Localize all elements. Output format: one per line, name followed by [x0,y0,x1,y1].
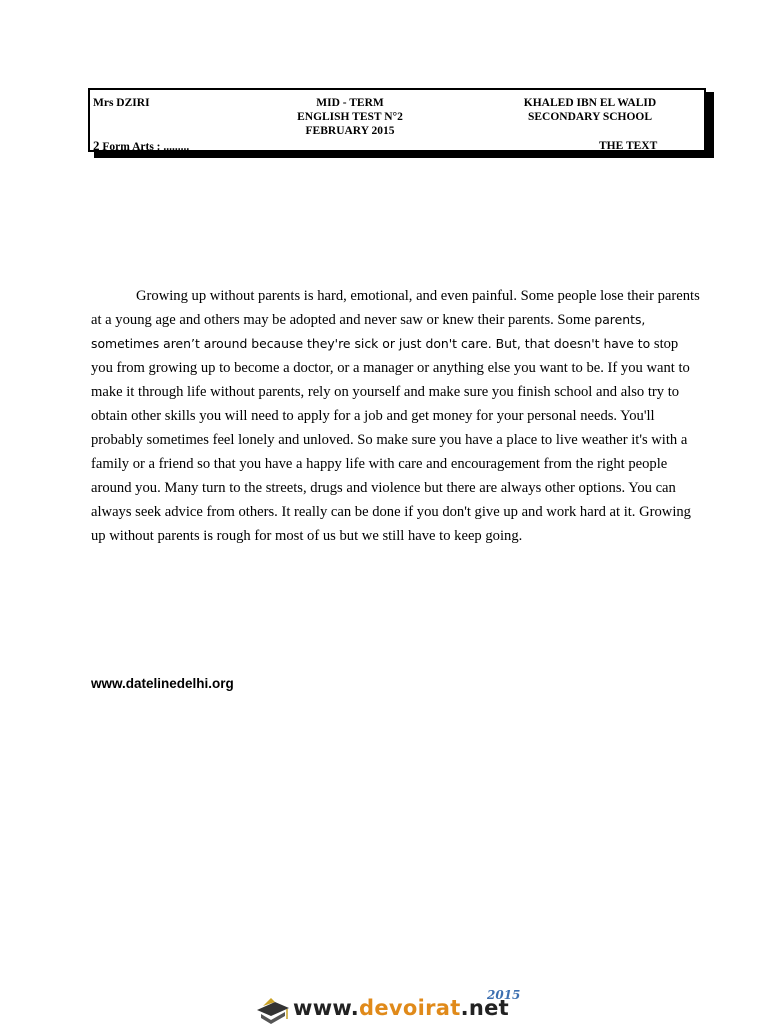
passage-part-1: Growing up without parents is hard, emotional, and even painful. Some people lose their parents at a young age and others may be adopted and never saw or knew their parents. Some [91,288,700,328]
test-title [295,96,405,138]
watermark-suffix: .net [460,996,510,1020]
section-label: THE TEXT [599,140,658,152]
class-number: 2 [93,138,100,153]
school-name-line2: SECONDARY SCHOOL [527,111,653,123]
test-title-line3: FEBRUARY 2015 [305,125,395,137]
test-title-line2: ENGLISH TEST N°2 [297,111,403,123]
source-link[interactable]: www.datelinedelhi.org [91,676,234,691]
watermark-brand: devoirat [359,996,461,1020]
watermark-prefix: www. [293,996,360,1020]
class-label: Form Arts : ......... [99,141,190,153]
passage-part-2: parents, sometimes aren’t around because they're sick or just don't care. But, that doesn't have to [91,312,651,351]
test-title-line1: MID - TERM [316,97,384,109]
watermark [255,988,535,1024]
watermark-year: 2015 [487,988,521,1002]
school-name-line1: KHALED IBN EL WALID [523,97,657,109]
passage-paragraph [91,284,703,548]
reading-passage [91,284,703,548]
class-field [93,139,189,154]
teacher-name: Mrs DZIRI [93,97,150,109]
watermark-text [293,996,509,1020]
school-name [510,96,670,124]
header-box [88,88,706,152]
graduation-cap-icon [255,994,291,1024]
passage-part-3: stop you from growing up to become a doctor, or a manager or anything else you want to be. If you want to make it through life without parents, rely on yourself and make sure you finish school and also try to obtain other skills you will need to apply for a job and get money for your personal needs. You'll probably sometimes feel lonely and unloved. So make sure you have a place to live weather it's with a family or a friend so that you have a happy life with care and encouragement from the right people around you. Many turn to the streets, drugs and violence but there are always other options. You can always seek advice from others. It really can be done if you don't give up and work hard at it. Growing up without parents is rough for most of us but we still have to keep going. [91,336,691,544]
